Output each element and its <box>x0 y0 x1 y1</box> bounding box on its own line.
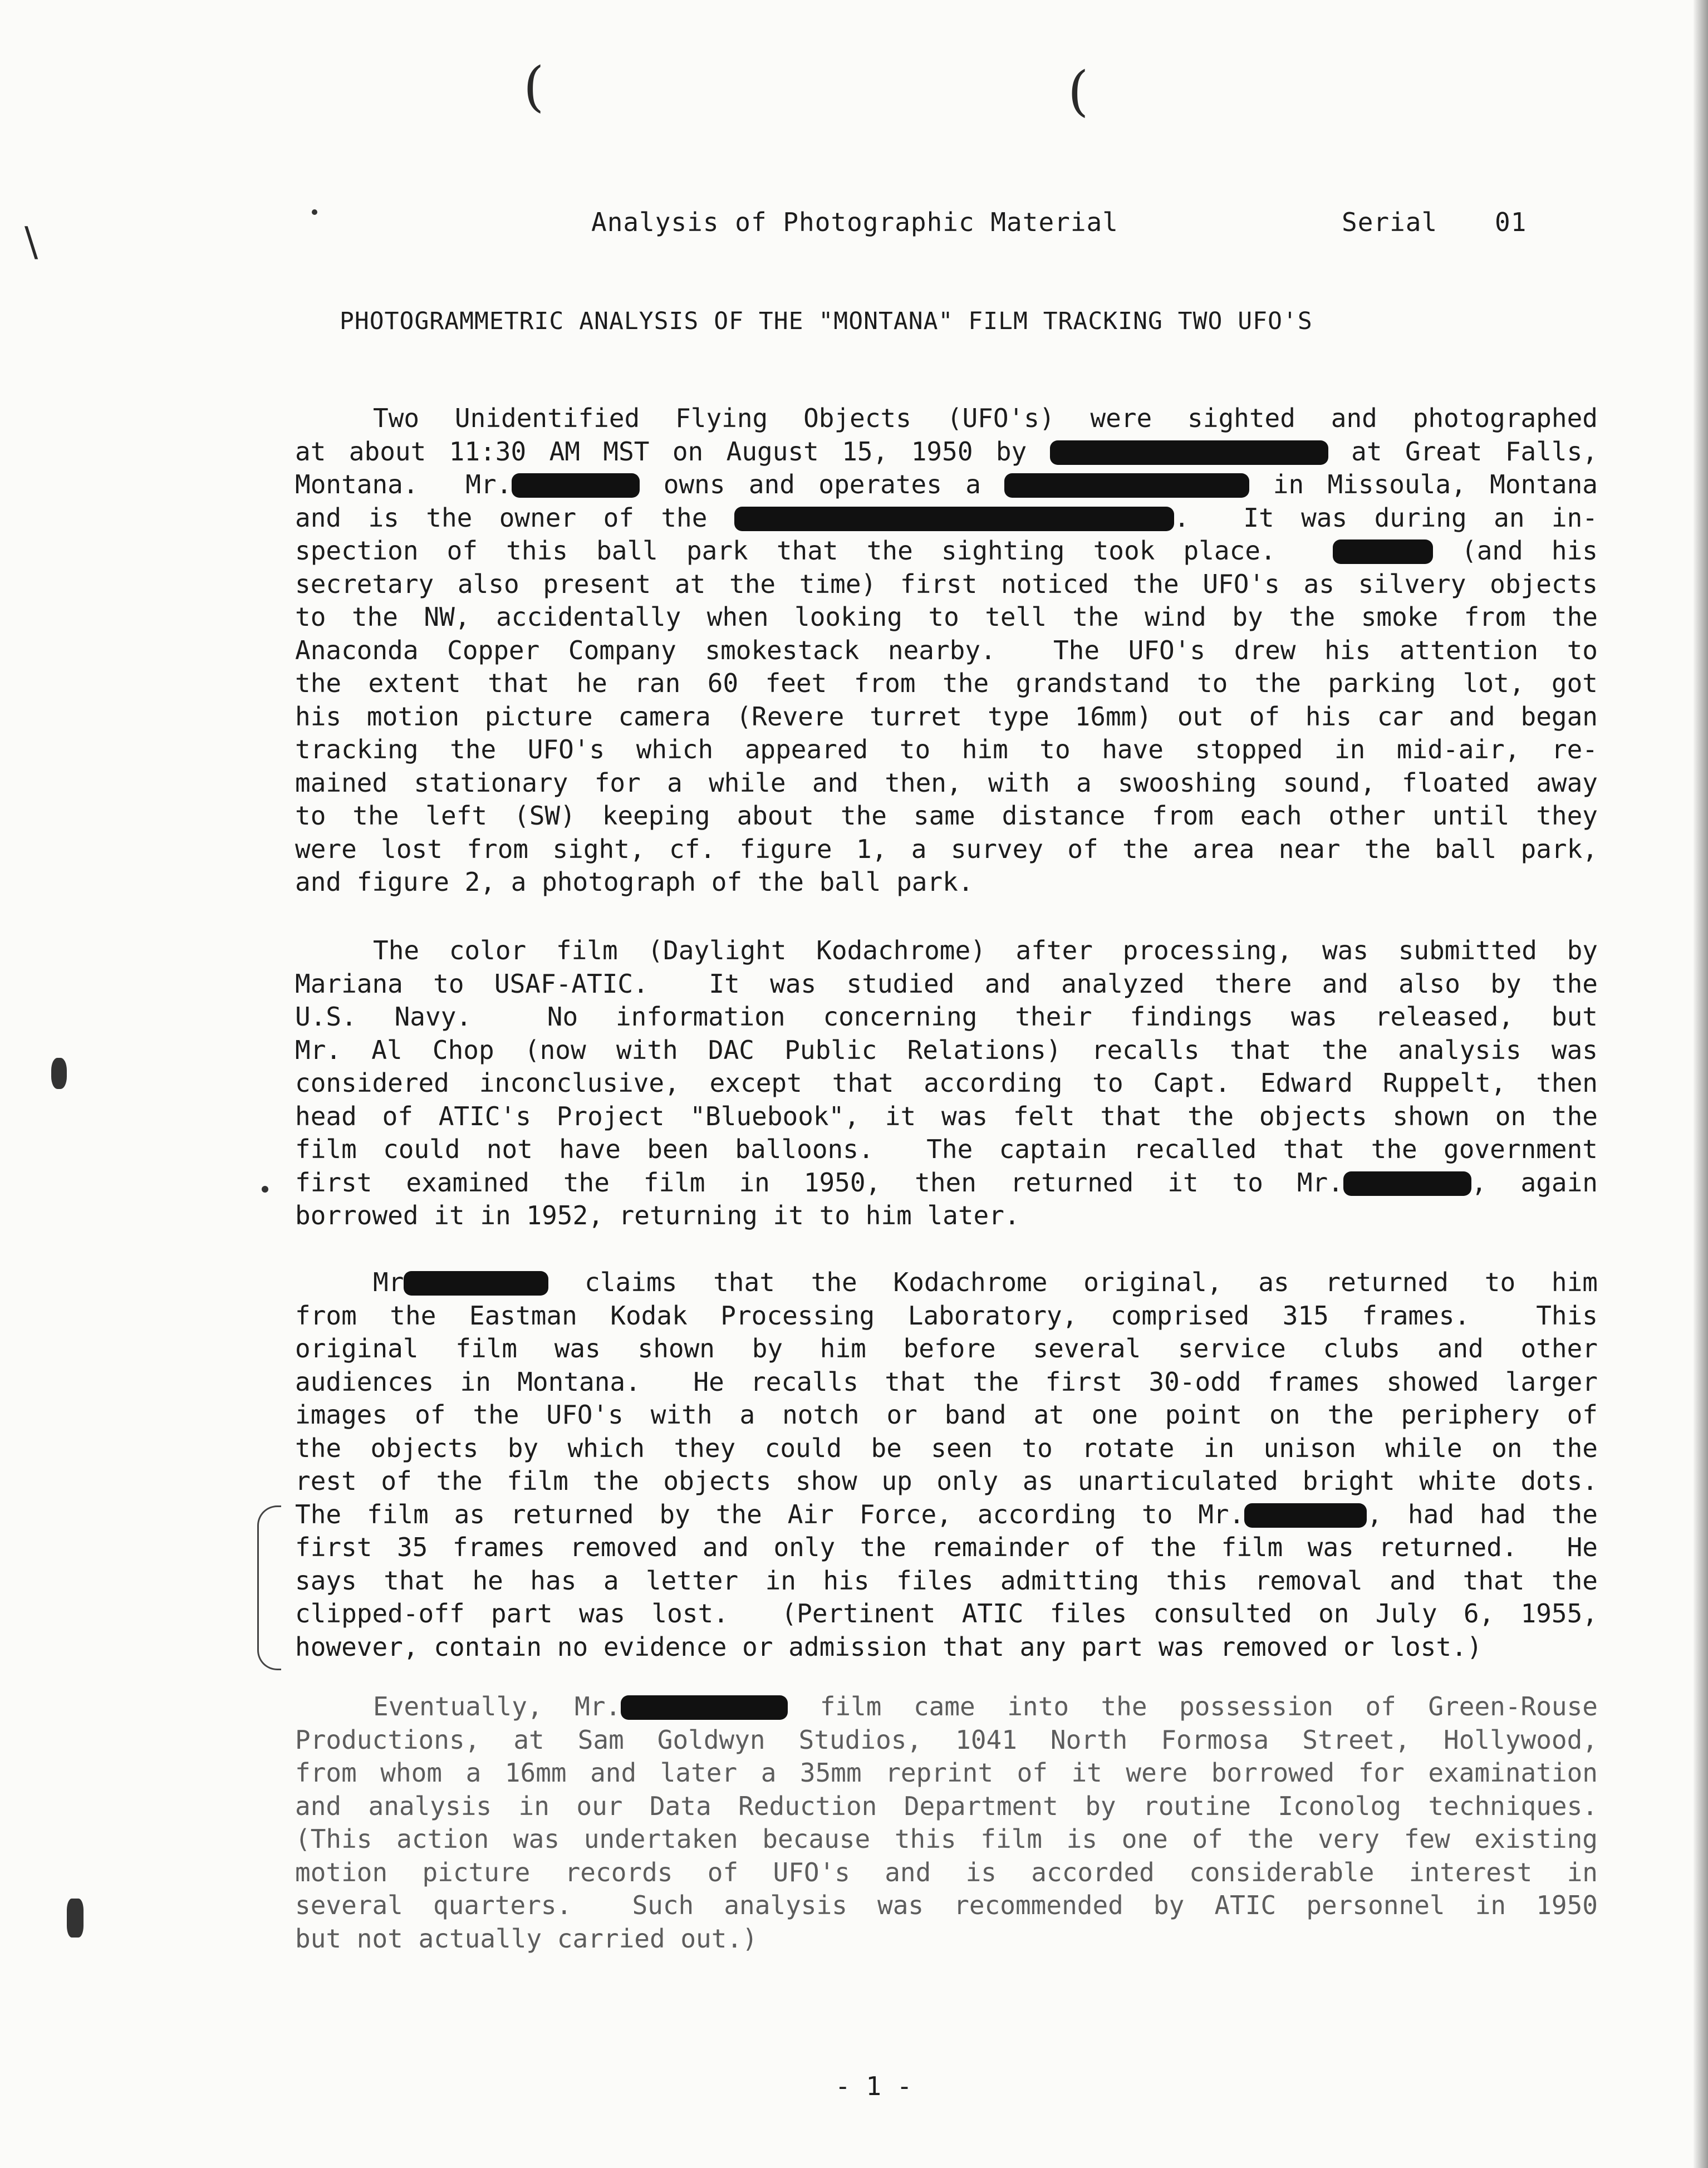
redaction-bar <box>1050 440 1328 465</box>
paragraph-line: however, contain no evidence or admission that any part was removed or lost.) <box>295 1631 1483 1662</box>
paragraph-line: and figure 2, a photograph of the ball park. <box>295 867 974 897</box>
serial-number: 01 <box>1495 207 1527 237</box>
redaction-bar <box>621 1695 788 1720</box>
paragraph-line: Mr. Al Chop (now with DAC Public Relations) recalls that the analysis was <box>295 1034 1598 1065</box>
redaction-bar <box>1333 539 1433 564</box>
paragraph-line: secretary also present at the time) first noticed the UFO's as silvery objects <box>295 568 1598 599</box>
scan-mark-margin-left: \ <box>24 218 38 265</box>
redaction-bar <box>512 473 640 498</box>
redaction-bar <box>1343 1171 1471 1196</box>
scan-speck <box>262 1186 268 1193</box>
paragraph-line: from the Eastman Kodak Processing Laboratory, comprised 315 frames. This <box>295 1300 1598 1331</box>
document-header-title: Analysis of Photographic Material <box>591 207 1118 237</box>
redaction-bar <box>404 1271 548 1296</box>
paragraph-line: his motion picture camera (Revere turret type 16mm) out of his car and began <box>295 701 1598 732</box>
paragraph-line: to the NW, accidentally when looking to tell the wind by the smoke from the <box>295 602 1598 632</box>
paragraph-line: and analysis in our Data Reduction Department by routine Iconolog techniques. <box>295 1791 1598 1821</box>
paragraph-line: says that he has a letter in his files admitting this removal and that the <box>295 1565 1598 1596</box>
paragraph-line: Mariana to USAF-ATIC. It was studied and analyzed there and also by the <box>295 968 1598 999</box>
paragraph-line: clipped-off part was lost. (Pertinent ATIC files consulted on July 6, 1955, <box>295 1598 1598 1629</box>
scan-speck <box>312 209 317 215</box>
redaction-bar <box>734 507 1174 531</box>
paragraph-line: original film was shown by him before several service clubs and other <box>295 1333 1598 1363</box>
paragraph-line: head of ATIC's Project "Bluebook", it was felt that the objects shown on the <box>295 1101 1598 1131</box>
paragraph-line: Two Unidentified Flying Objects (UFO's) were sighted and photographed <box>373 403 1598 433</box>
paragraph-line: spection of this ball park that the sighting took place. (and his <box>295 536 1598 566</box>
paragraph-line: Mr claims that the Kodachrome original, as returned to him <box>373 1267 1598 1297</box>
serial-label: Serial <box>1342 207 1438 237</box>
scan-speck <box>51 1058 67 1089</box>
paragraph-line: tracking the UFO's which appeared to him to have stopped in mid-air, re- <box>295 734 1598 764</box>
paragraph-line: to the left (SW) keeping about the same distance from each other until they <box>295 801 1598 831</box>
redaction-bar <box>1004 473 1249 498</box>
paragraph-line: considered inconclusive, except that according to Capt. Edward Ruppelt, then <box>295 1068 1598 1098</box>
margin-bracket-mark <box>257 1505 281 1670</box>
paragraph-line: the objects by which they could be seen to rotate in unison while on the <box>295 1433 1598 1463</box>
paragraph-line: first 35 frames removed and only the remainder of the film was returned. He <box>295 1532 1598 1562</box>
paragraph-2 <box>295 934 1598 1233</box>
paragraph-line: Anaconda Copper Company smokestack nearby. The UFO's drew his attention to <box>295 635 1598 665</box>
paragraph-line: borrowed it in 1952, returning it to him later. <box>295 1200 1020 1230</box>
page-number: - 1 - <box>835 2071 912 2101</box>
paragraph-line: rest of the film the objects show up only as unarticulated bright white dots. <box>295 1466 1598 1496</box>
paragraph-line: Montana. Mr. owns and operates a in Missoula, Montana <box>295 469 1598 499</box>
paragraph-line: several quarters. Such analysis was recommended by ATIC personnel in 1950 <box>295 1890 1598 1920</box>
redaction-bar <box>1244 1503 1367 1528</box>
paragraph-3 <box>295 1266 1598 1664</box>
paragraph-line: film could not have been balloons. The captain recalled that the government <box>295 1134 1598 1164</box>
scan-mark-paren-left: ( <box>523 56 544 118</box>
paragraph-line: images of the UFO's with a notch or band at one point on the periphery of <box>295 1400 1598 1430</box>
paragraph-line: U.S. Navy. No information concerning their findings was released, but <box>295 1002 1598 1032</box>
paragraph-line: Productions, at Sam Goldwyn Studios, 1041 North Formosa Street, Hollywood, <box>295 1724 1598 1755</box>
paragraph-line: and is the owner of the . It was during an in- <box>295 502 1598 533</box>
paragraph-1 <box>295 402 1598 899</box>
paragraph-line: audiences in Montana. He recalls that the first 30-odd frames showed larger <box>295 1366 1598 1397</box>
page-edge-shadow <box>1694 0 1708 2168</box>
paragraph-line: mained stationary for a while and then, with a swooshing sound, floated away <box>295 767 1598 798</box>
paragraph-line: but not actually carried out.) <box>295 1923 758 1954</box>
paragraph-line: from whom a 16mm and later a 35mm reprint of it were borrowed for examination <box>295 1758 1598 1788</box>
paragraph-line: first examined the film in 1950, then returned it to Mr. , again <box>295 1167 1598 1198</box>
paragraph-line: the extent that he ran 60 feet from the grandstand to the parking lot, got <box>295 668 1598 698</box>
scan-speck <box>67 1899 84 1938</box>
paragraph-line: were lost from sight, cf. figure 1, a survey of the area near the ball park, <box>295 833 1598 864</box>
document-title: PHOTOGRAMMETRIC ANALYSIS OF THE "MONTANA" FILM TRACKING TWO UFO'S <box>340 307 1313 335</box>
paragraph-line: Eventually, Mr. film came into the possession of Green-Rouse <box>373 1691 1598 1721</box>
scan-mark-paren-right: ( <box>1068 60 1089 122</box>
paragraph-line: at about 11:30 AM MST on August 15, 1950 by at Great Falls, <box>295 436 1598 467</box>
paragraph-line: The film as returned by the Air Force, according to Mr. , had had the <box>295 1499 1598 1529</box>
paragraph-line: The color film (Daylight Kodachrome) after processing, was submitted by <box>373 935 1598 965</box>
paragraph-line: motion picture records of UFO's and is accorded considerable interest in <box>295 1857 1598 1887</box>
paragraph-4 <box>295 1690 1598 1955</box>
paragraph-line: (This action was undertaken because this film is one of the very few existing <box>295 1824 1598 1854</box>
